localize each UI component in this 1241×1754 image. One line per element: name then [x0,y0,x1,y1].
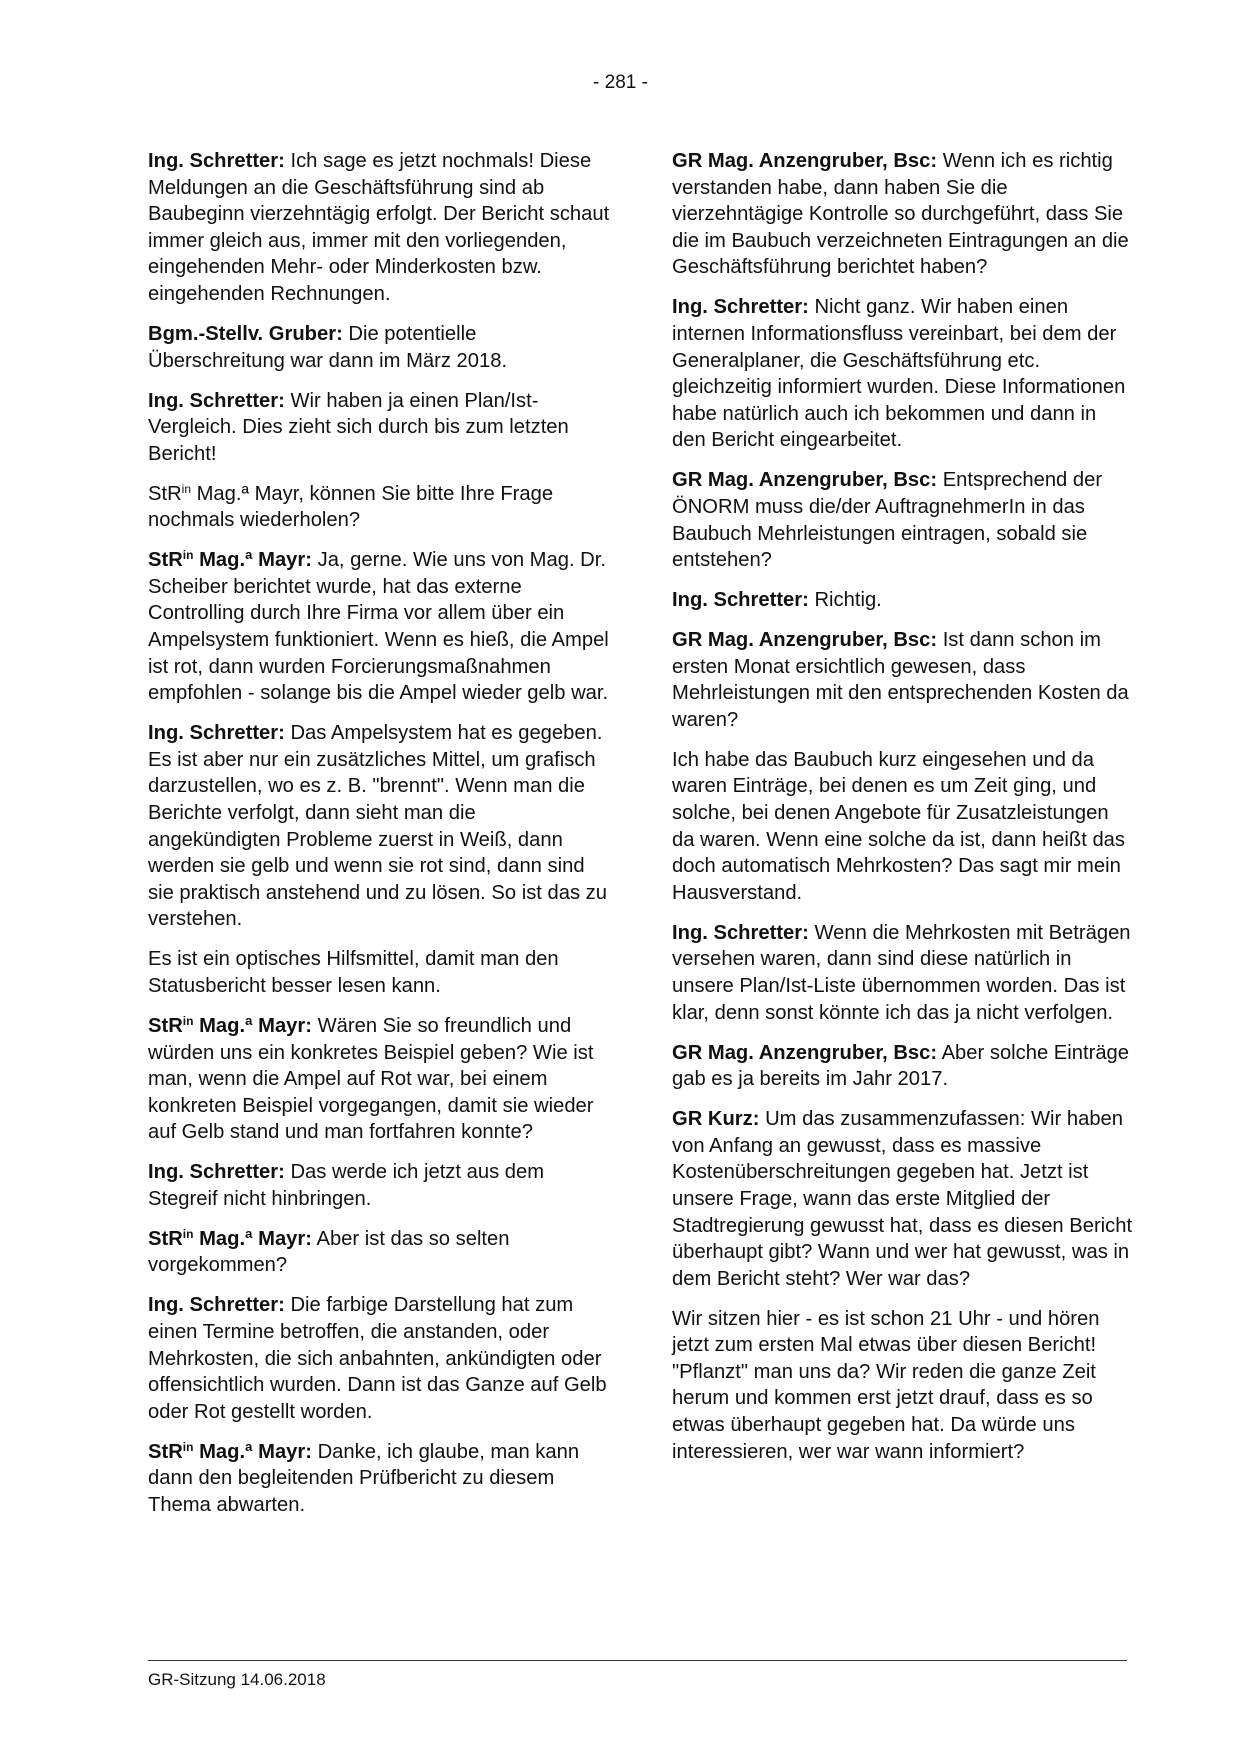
statement-text: Danke, ich glaube, man kann dann den begleitenden Prüfbericht zu diesem Thema abwarten. [148,1440,580,1517]
transcript-paragraph [148,720,610,933]
transcript-paragraph [672,294,1134,454]
statement-text: Ist dann schon im ersten Monat ersichtlich gewesen, dass Mehrleistungen mit den entsprechenden Kosten da waren? [672,629,1129,731]
speaker-name: Ing. Schretter: [148,150,285,172]
statement-text: Um das zusammenzufassen: Wir haben von Anfang an gewusst, dass es massive Kostenüberschreitungen gegeben hat. Jetzt ist unsere Frage, wann das erste Mitglied der Stadtregierung gewusst hat, dass es diesen Bericht überhaupt gibt? Wann und wer hat gewusst, was in dem Bericht steht? Wer war das? [672,1108,1133,1290]
statement-text: Die farbige Darstellung hat zum einen Termine betroffen, die anstanden, oder Mehrkosten, die sich anbahnten, ankündigten oder offensichtlich wurden. Dann ist das Ganze auf Gelb oder Rot gestellt worden. [148,1294,607,1423]
statement-text: Ja, gerne. Wie uns von Mag. Dr. Scheiber berichtet wurde, hat das externe Controlling durch Ihre Firma vor allem über ein Ampelsystem funktioniert. Wenn es hieß, die Ampel ist rot, dann wurden Forcierungsmaßnahmen empfohlen - solange bis die Ampel wieder gelb war. [148,549,609,705]
statement-text: Ich sage es jetzt nochmals! Diese Meldungen an die Geschäftsführung sind ab Baubeginn vierzehntägig erfolgt. Der Bericht schaut immer gleich aus, immer mit den vorliegenden, eingehenden Mehr- oder Minderkosten bzw. eingehenden Rechnungen. [148,150,610,305]
statement-text: Wenn ich es richtig verstanden habe, dann haben Sie die vierzehntägige Kontrolle so durchgeführt, dass Sie die im Baubuch verzeichneten Eintragungen an die Geschäftsführung berichtet haben? [672,150,1129,279]
statement-text: Entsprechend der ÖNORM muss die/der AuftragnehmerIn in das Baubuch Mehrleistungen eintragen, sobald sie entstehen? [672,469,1103,572]
statement-text: Wenn die Mehrkosten mit Beträgen versehen waren, dann sind diese natürlich in unsere Plan/Ist-Liste übernommen worden. Das ist klar, denn sonst könnte ich das ja nicht verfolgen. [672,921,1131,1024]
page-number: - 281 - [593,72,648,93]
statement-text: Wären Sie so freundlich und würden uns ein konkretes Beispiel geben? Wie ist man, wenn die Ampel auf Rot war, bei einem konkreten Beispiel vorgegangen, damit sie wieder auf Gelb stand und man fortfahren konnte? [148,1014,594,1144]
statement-text: Richtig. [814,589,882,612]
transcript-paragraph [148,1292,610,1425]
speaker-name: Ing. Schretter: [672,921,809,944]
footer-text: GR-Sitzung 14.06.2018 [148,1670,326,1689]
speaker-name: Ing. Schretter: [148,389,285,412]
transcript-paragraph [672,148,1134,281]
statement-text: Wir haben ja einen Plan/Ist-Vergleich. Dies zieht sich durch bis zum letzten Bericht! [148,389,569,465]
speaker-name: StR$^{in}$ Mag.ª Mayr: [148,1226,312,1250]
transcript-paragraph [148,1226,610,1279]
transcript-paragraph [148,1439,610,1519]
speaker-name: Ing. Schretter: [148,1294,285,1317]
transcript-paragraph [148,1159,610,1212]
transcript-paragraph [672,467,1134,573]
transcript-paragraph [672,920,1134,1026]
left-column [148,148,610,1532]
speaker-name: GR Mag. Anzengruber, Bsc: [672,629,938,652]
transcript-paragraph [672,747,1134,907]
transcript-paragraph [672,627,1134,733]
statement-text: Ich habe das Baubuch kurz eingesehen und da waren Einträge, bei denen es um Zeit ging, und solche, bei denen Angebote für Zusatzleistungen da waren. Wenn eine solche da ist, dann heißt das doch automatisch Mehrkosten? Das sagt mir mein Hausverstand. [672,748,1126,904]
transcript-paragraph [672,587,1134,614]
right-column [672,148,1134,1479]
transcript-paragraph [672,1106,1134,1292]
transcript-paragraph [148,388,610,468]
transcript-paragraph [672,1040,1134,1093]
speaker-name: Ing. Schretter: [148,722,285,745]
transcript-paragraph [148,148,610,308]
statement-text: Wir sitzen hier - es ist schon 21 Uhr - und hören jetzt zum ersten Mal etwas über diesen Bericht! "Pflanzt" man uns da? Wir reden die ganze Zeit herum und kommen erst jetzt drauf, dass es so etwas überhaupt gegeben hat. Da würde uns interessieren, wer war wann informiert? [672,1307,1100,1463]
transcript-paragraph [148,946,610,999]
transcript-paragraph [148,481,610,534]
speaker-name: Ing. Schretter: [672,296,809,319]
transcript-paragraph [148,1013,610,1146]
speaker-name: Ing. Schretter: [672,589,809,612]
statement-text: Die potentielle Überschreitung war dann im März 2018. [148,322,508,372]
speaker-name: GR Kurz: [672,1108,760,1131]
statement-text: Aber solche Einträge gab es ja bereits im Jahr 2017. [672,1041,1129,1091]
statement-text: Mag.ª Mayr, können Sie bitte Ihre Frage nochmals wiederholen? [148,482,554,532]
speaker-name: GR Mag. Anzengruber, Bsc: [672,1041,938,1064]
title-prefix: StR$^{in}$ [148,481,191,505]
transcript-paragraph [672,1306,1134,1466]
statement-text: Nicht ganz. Wir haben einen internen Informationsfluss vereinbart, bei dem der Generalplaner, die Geschäftsführung etc. gleichzeitig informiert wurden. Diese Informationen habe natürlich auch ich bekommen und dann in den Bericht eingearbeitet. [672,296,1126,452]
statement-text: Das werde ich jetzt aus dem Stegreif nicht hinbringen. [148,1161,545,1210]
speaker-name: Ing. Schretter: [148,1161,285,1184]
speaker-name: StR$^{in}$ Mag.ª Mayr: [148,1013,312,1037]
speaker-name: GR Mag. Anzengruber, Bsc: [672,469,938,492]
footer-divider [148,1660,1127,1661]
speaker-name: Bgm.-Stellv. Gruber: [148,322,343,345]
speaker-name: StR$^{in}$ Mag.ª Mayr: [148,1439,312,1463]
transcript-paragraph [148,547,610,707]
transcript-paragraph [148,321,610,374]
statement-text: Es ist ein optisches Hilfsmittel, damit man den Statusbericht besser lesen kann. [148,948,559,997]
statement-text: Das Ampelsystem hat es gegeben. Es ist aber nur ein zusätzliches Mittel, um grafisch darzustellen, wo es z. B. "brennt". Wenn man die Berichte verfolgt, dann sieht man die angekündigten Probleme zuerst in Weiß, dann werden sie gelb und wenn sie rot sind, dann sind sie praktisch anstehend und zu lösen. So ist das zu verstehen. [148,722,607,931]
speaker-name: StR$^{in}$ Mag.ª Mayr: [148,548,312,572]
speaker-name: GR Mag. Anzengruber, Bsc: [672,150,938,172]
statement-text: Aber ist das so selten vorgekommen? [148,1227,510,1277]
